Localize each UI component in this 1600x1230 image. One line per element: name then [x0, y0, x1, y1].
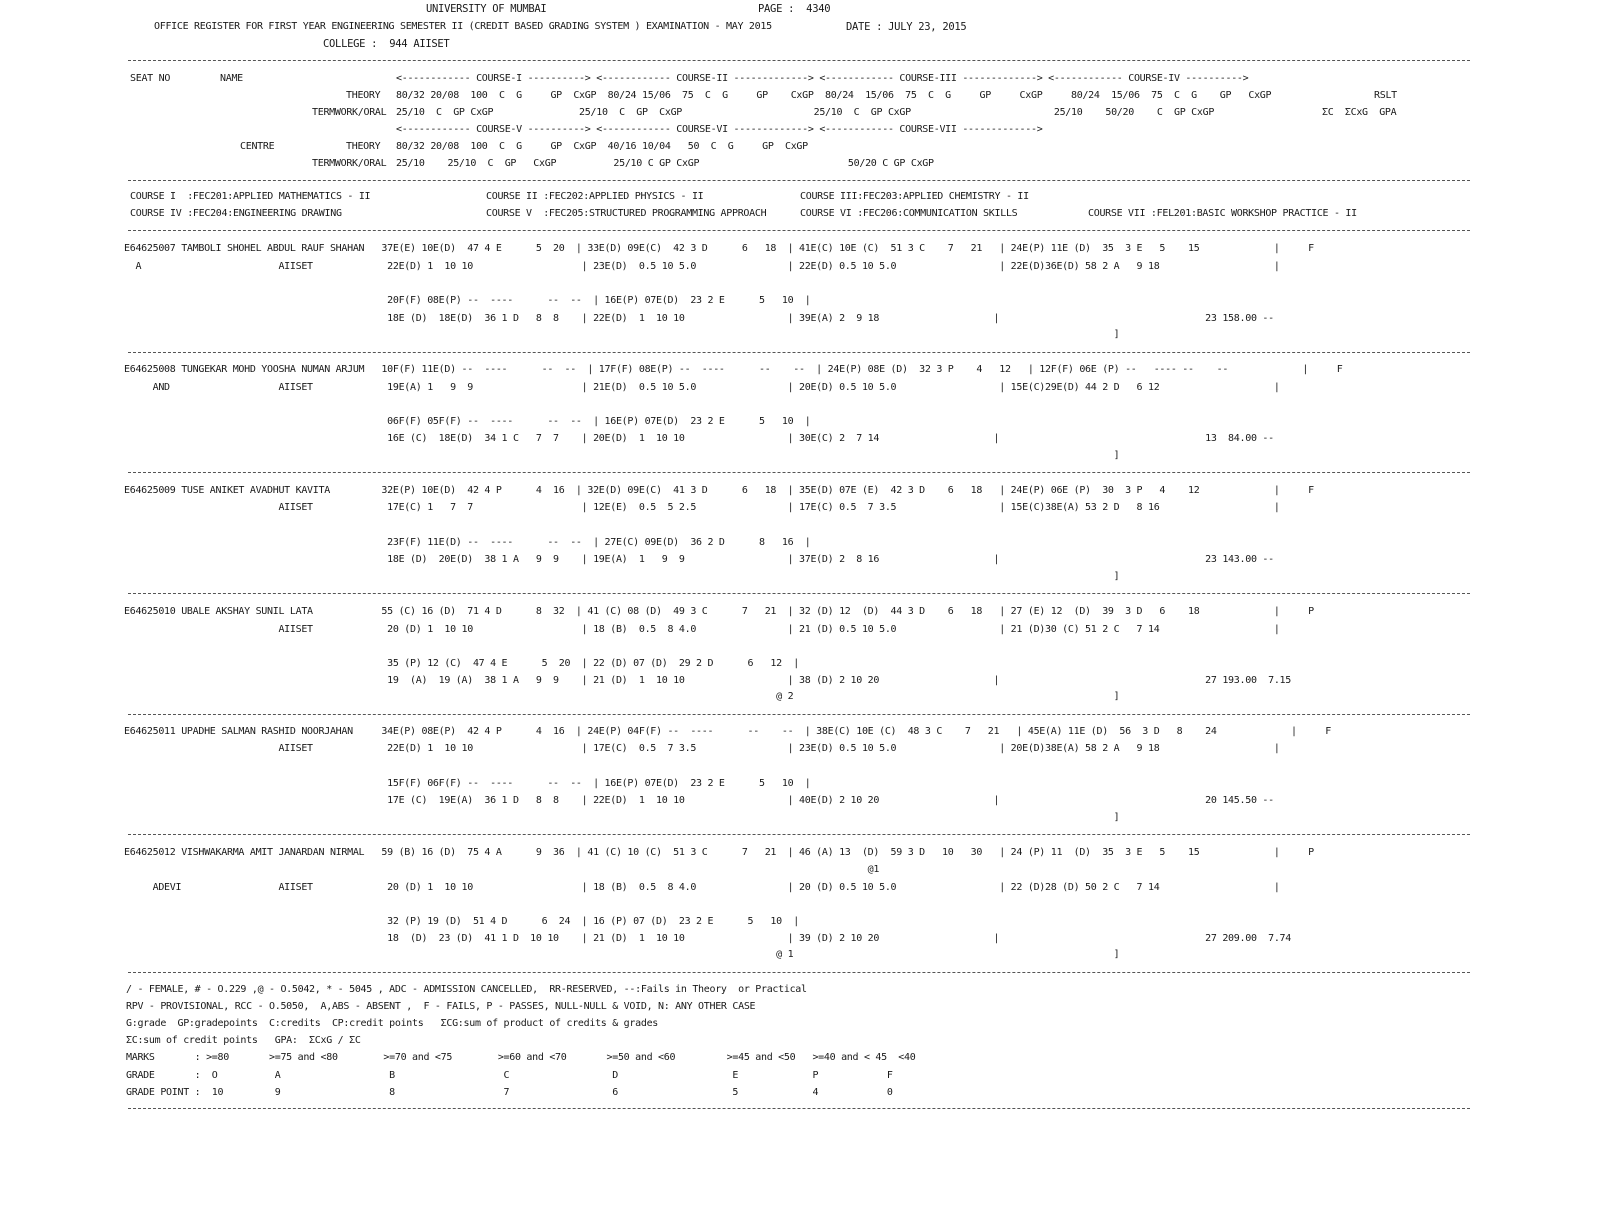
- courses-header-row2: <------------ COURSE-V ----------> <------------ COURSE-VI -------------> <------------ COURSE-VII ------------->: [396, 124, 1043, 135]
- courses-header-row1: <------------ COURSE-I ----------> <------------ COURSE-II -------------> <------------ COURSE-III -------------> <------------ COURSE-IV ---------->: [396, 73, 1249, 84]
- course-3-name: COURSE III:FEC203:APPLIED CHEMISTRY - II: [800, 191, 1029, 202]
- student-record-line: @1: [124, 864, 880, 875]
- student-record-line: 06F(F) 05F(F) -- ---- -- -- | 16E(P) 07E(D) 23 2 E 5 10 |: [124, 416, 811, 427]
- seat-no-header: SEAT NO: [130, 73, 171, 84]
- student-record-line: AND AIISET 19E(A) 1 9 9 | 21E(D) 0.5 10 5.0 | 20E(D) 0.5 10 5.0 | 15E(C)29E(D) 44 2 D 6 12 |: [124, 382, 1280, 393]
- course-4-name: COURSE IV :FEC204:ENGINEERING DRAWING: [130, 208, 342, 219]
- course-1-name: COURSE I :FEC201:APPLIED MATHEMATICS - II: [130, 191, 371, 202]
- termwork-columns-2: 25/10 25/10 C GP CxGP 25/10 C GP CxGP 50/20 C GP CxGP: [396, 158, 934, 169]
- grade-point-scale: GRADE POINT : 10 9 8 7 6 5 4 0: [126, 1087, 893, 1098]
- legend-line-2: RPV - PROVISIONAL, RCC - O.5050, A,ABS - ABSENT , F - FAILS, P - PASSES, NULL-NULL & VOID, N: ANY OTHER CASE: [126, 1001, 756, 1012]
- student-record-line: 18 (D) 23 (D) 41 1 D 10 10 | 21 (D) 1 10 10 | 39 (D) 2 10 20 | 27 209.00 7.74: [124, 933, 1291, 944]
- marks-scale: MARKS : >=80 >=75 and <80 >=70 and <75 >=60 and <70 >=50 and <60 >=45 and <50 >=40 and < 45 <40: [126, 1052, 916, 1063]
- student-record-line: E64625010 UBALE AKSHAY SUNIL LATA 55 (C) 16 (D) 71 4 D 8 32 | 41 (C) 08 (D) 49 3 C 7 21 | 32 (D) 12 (D) 44 3 D 6 18 | 27 (E) 12 (D) 39 3 D 6 18 | P: [124, 606, 1314, 617]
- name-header: NAME: [220, 73, 243, 84]
- sum-columns-header: ΣC ΣCxG GPA: [1322, 107, 1397, 118]
- course-2-name: COURSE II :FEC202:APPLIED PHYSICS - II: [486, 191, 704, 202]
- student-record-line: ]: [124, 329, 1120, 340]
- student-divider: [128, 972, 1470, 973]
- student-record-line: AIISET 17E(C) 1 7 7 | 12E(E) 0.5 5 2.5 | 17E(C) 0.5 7 3.5 | 15E(C)38E(A) 53 2 D 8 16 |: [124, 502, 1280, 513]
- student-record-line: E64625009 TUSE ANIKET AVADHUT KAVITA 32E(P) 10E(D) 42 4 P 4 16 | 32E(D) 09E(C) 41 3 D 6 18 | 35E(D) 07E (E) 42 3 D 6 18 | 24E(P) 06E (P) 30 3 P 4 12 | F: [124, 485, 1314, 496]
- student-record-line: AIISET 22E(D) 1 10 10 | 17E(C) 0.5 7 3.5 | 23E(D) 0.5 10 5.0 | 20E(D)38E(A) 58 2 A 9 18 |: [124, 743, 1280, 754]
- student-record-line: A AIISET 22E(D) 1 10 10 | 23E(D) 0.5 10 5.0 | 22E(D) 0.5 10 5.0 | 22E(D)36E(D) 58 2 A 9 18 |: [124, 261, 1280, 272]
- student-record-line: 20F(F) 08E(P) -- ---- -- -- | 16E(P) 07E(D) 23 2 E 5 10 |: [124, 295, 811, 306]
- student-record-line: ]: [124, 571, 1120, 582]
- termwork-label-2: TERMWORK/ORAL: [312, 158, 387, 169]
- grade-scale: GRADE : O A B C D E P F: [126, 1070, 893, 1081]
- student-divider: [128, 593, 1470, 594]
- divider: [128, 180, 1470, 181]
- centre-header: CENTRE: [240, 141, 275, 152]
- student-record-line: 32 (P) 19 (D) 51 4 D 6 24 | 16 (P) 07 (D) 23 2 E 5 10 |: [124, 916, 800, 927]
- course-7-name: COURSE VII :FEL201:BASIC WORKSHOP PRACTICE - II: [1088, 208, 1357, 219]
- student-record-line: 18E (D) 20E(D) 38 1 A 9 9 | 19E(A) 1 9 9 | 37E(D) 2 8 16 | 23 143.00 --: [124, 554, 1274, 565]
- student-record-line: @ 1 ]: [124, 949, 1120, 960]
- course-6-name: COURSE VI :FEC206:COMMUNICATION SKILLS: [800, 208, 1018, 219]
- register-title: OFFICE REGISTER FOR FIRST YEAR ENGINEERING SEMESTER II (CREDIT BASED GRADING SYSTEM ) EXAMINATION - MAY 2015: [154, 21, 772, 32]
- theory-columns-2: 80/32 20/08 100 C G GP CxGP 40/16 10/04 50 C G GP CxGP: [396, 141, 808, 152]
- student-divider: [128, 352, 1470, 353]
- legend-line-3: G:grade GP:gradepoints C:credits CP:credit points ΣCG:sum of product of credits & grades: [126, 1018, 659, 1029]
- student-record-line: AIISET 20 (D) 1 10 10 | 18 (B) 0.5 8 4.0 | 21 (D) 0.5 10 5.0 | 21 (D)30 (C) 51 2 C 7 14 |: [124, 624, 1280, 635]
- student-record-line: @ 2 ]: [124, 691, 1120, 702]
- theory-label-2: THEORY: [346, 141, 381, 152]
- theory-label-1: THEORY: [346, 90, 381, 101]
- student-record-line: ADEVI AIISET 20 (D) 1 10 10 | 18 (B) 0.5 8 4.0 | 20 (D) 0.5 10 5.0 | 22 (D)28 (D) 50 2 C 7 14 |: [124, 882, 1280, 893]
- student-record-line: ]: [124, 450, 1120, 461]
- legend-line-4: ΣC:sum of credit points GPA: ΣCxG / ΣC: [126, 1035, 361, 1046]
- student-record-line: E64625008 TUNGEKAR MOHD YOOSHA NUMAN ARJUM 10F(F) 11E(D) -- ---- -- -- | 17F(F) 08E(P) -- ---- -- -- | 24E(P) 08E (D) 32 3 P 4 12 | 12F(F) 06E (P) -- ---- -- -- | F: [124, 364, 1343, 375]
- result-header: RSLT: [1374, 90, 1397, 101]
- divider: [128, 60, 1470, 61]
- theory-columns-1: 80/32 20/08 100 C G GP CxGP 80/24 15/06 75 C G GP CxGP 80/24 15/06 75 C G GP CxGP 80/24 15/06 75 C G GP CxGP: [396, 90, 1272, 101]
- student-record-line: 35 (P) 12 (C) 47 4 E 5 20 | 22 (D) 07 (D) 29 2 D 6 12 |: [124, 658, 800, 669]
- page-number: PAGE : 4340: [758, 3, 831, 15]
- student-record-line: 18E (D) 18E(D) 36 1 D 8 8 | 22E(D) 1 10 10 | 39E(A) 2 9 18 | 23 158.00 --: [124, 313, 1274, 324]
- student-record-line: 19 (A) 19 (A) 38 1 A 9 9 | 21 (D) 1 10 10 | 38 (D) 2 10 20 | 27 193.00 7.15: [124, 675, 1291, 686]
- legend-line-1: / - FEMALE, # - O.229 ,@ - O.5042, * - 5045 , ADC - ADMISSION CANCELLED, RR-RESERVED, --:Fails in Theory or Practical: [126, 984, 807, 995]
- student-record-line: 16E (C) 18E(D) 34 1 C 7 7 | 20E(D) 1 10 10 | 30E(C) 2 7 14 | 13 84.00 --: [124, 433, 1274, 444]
- student-divider: [128, 472, 1470, 473]
- university-title: UNIVERSITY OF MUMBAI: [426, 3, 547, 15]
- student-record-line: 15F(F) 06F(F) -- ---- -- -- | 16E(P) 07E(D) 23 2 E 5 10 |: [124, 778, 811, 789]
- termwork-columns-1: 25/10 C GP CxGP 25/10 C GP CxGP 25/10 C GP CxGP 25/10 50/20 C GP CxGP: [396, 107, 1215, 118]
- student-record-line: 17E (C) 19E(A) 36 1 D 8 8 | 22E(D) 1 10 10 | 40E(D) 2 10 20 | 20 145.50 --: [124, 795, 1274, 806]
- course-5-name: COURSE V :FEC205:STRUCTURED PROGRAMMING APPROACH: [486, 208, 767, 219]
- termwork-label-1: TERMWORK/ORAL: [312, 107, 387, 118]
- student-record-line: E64625007 TAMBOLI SHOHEL ABDUL RAUF SHAHAN 37E(E) 10E(D) 47 4 E 5 20 | 33E(D) 09E(C) 42 3 D 6 18 | 41E(C) 10E (C) 51 3 C 7 21 | 24E(P) 11E (D) 35 3 E 5 15 | F: [124, 243, 1314, 254]
- student-record-line: 23F(F) 11E(D) -- ---- -- -- | 27E(C) 09E(D) 36 2 D 8 16 |: [124, 537, 811, 548]
- student-record-line: ]: [124, 812, 1120, 823]
- student-record-line: E64625011 UPADHE SALMAN RASHID NOORJAHAN 34E(P) 08E(P) 42 4 P 4 16 | 24E(P) 04F(F) -- ---- -- -- | 38E(C) 10E (C) 48 3 C 7 21 | 45E(A) 11E (D) 56 3 D 8 24 | F: [124, 726, 1332, 737]
- college-name: COLLEGE : 944 AIISET: [323, 38, 450, 50]
- student-record-line: E64625012 VISHWAKARMA AMIT JANARDAN NIRMAL 59 (B) 16 (D) 75 4 A 9 36 | 41 (C) 10 (C) 51 3 C 7 21 | 46 (A) 13 (D) 59 3 D 10 30 | 24 (P) 11 (D) 35 3 E 5 15 | P: [124, 847, 1314, 858]
- divider: [128, 230, 1470, 231]
- student-divider: [128, 714, 1470, 715]
- divider: [128, 1108, 1470, 1109]
- report-date: DATE : JULY 23, 2015: [846, 21, 967, 33]
- student-divider: [128, 834, 1470, 835]
